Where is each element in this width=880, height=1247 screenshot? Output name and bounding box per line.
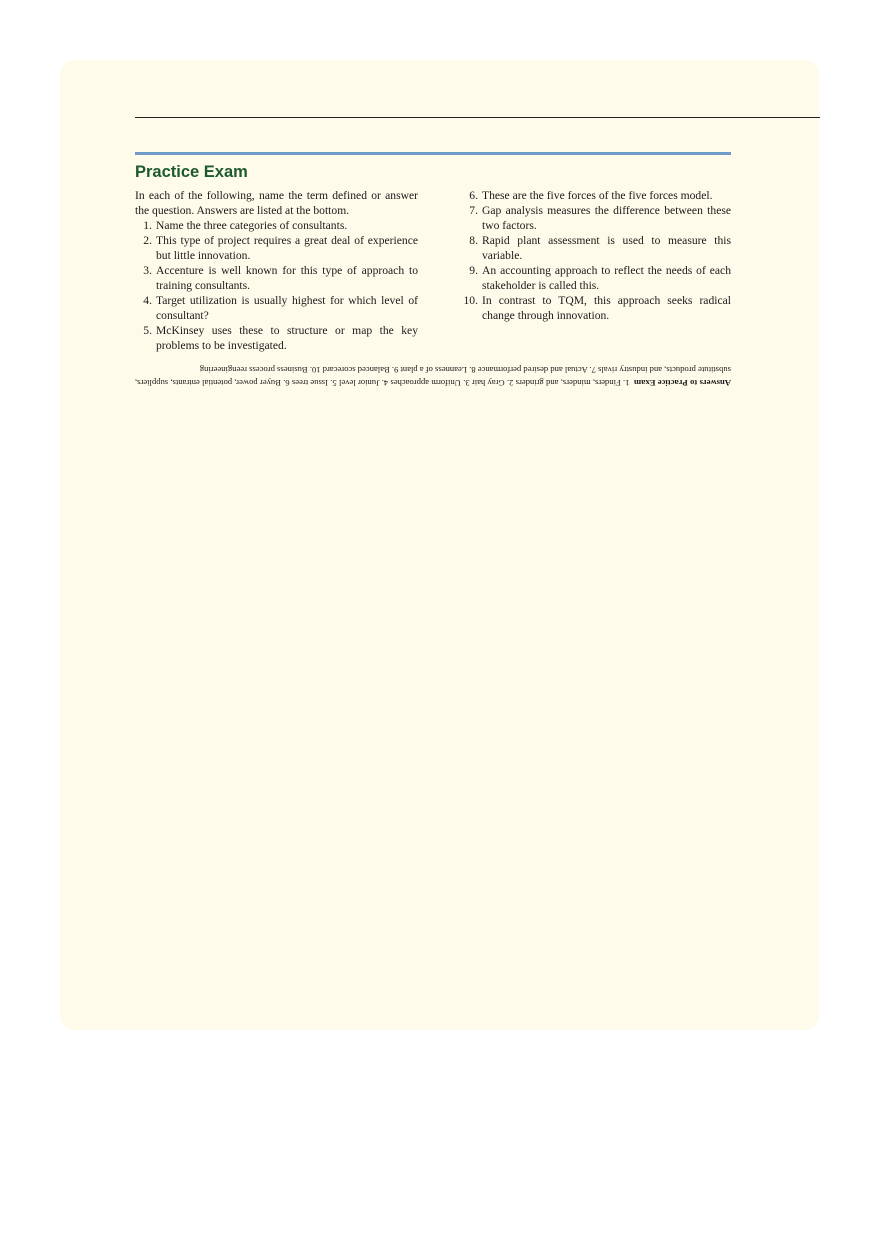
header-rule [135, 117, 820, 118]
question-text: This type of project requires a great deal of experience but little innovation. [156, 234, 418, 262]
question-number: 4. [143, 294, 152, 307]
right-column [448, 188, 731, 353]
question-text: Name the three categories of consultants. [156, 219, 348, 232]
answers-block-upside-down [135, 363, 731, 389]
question-text: McKinsey uses these to structure or map the key problems to be investigated. [156, 324, 418, 352]
answers-label: Answers to Practice Exam [634, 378, 731, 388]
question-number: 1. [143, 219, 152, 232]
question-item [448, 188, 731, 203]
section-rule [135, 152, 731, 155]
question-item [448, 293, 731, 323]
question-number: 9. [469, 264, 478, 277]
question-item [135, 293, 418, 323]
question-number: 2. [143, 234, 152, 247]
question-text: These are the five forces of the five forces model. [482, 189, 713, 202]
question-item [448, 203, 731, 233]
section-title: Practice Exam [135, 163, 248, 181]
question-text: Gap analysis measures the difference between these two factors. [482, 204, 731, 232]
question-text: Target utilization is usually highest for which level of consultant? [156, 294, 418, 322]
question-list-right [448, 188, 731, 323]
question-item [135, 263, 418, 293]
question-text: In contrast to TQM, this approach seeks radical change through innovation. [482, 294, 731, 322]
question-text: Accenture is well known for this type of approach to training consultants. [156, 264, 418, 292]
question-number: 6. [469, 189, 478, 202]
question-number: 10. [463, 294, 478, 307]
question-number: 3. [143, 264, 152, 277]
question-item [448, 233, 731, 263]
question-text: An accounting approach to reflect the needs of each stakeholder is called this. [482, 264, 731, 292]
question-text: Rapid plant assessment is used to measure this variable. [482, 234, 731, 262]
question-item [448, 263, 731, 293]
question-number: 5. [143, 324, 152, 337]
question-item [135, 323, 418, 353]
question-item [135, 218, 418, 233]
left-column [135, 188, 418, 353]
question-list-left [135, 218, 418, 353]
intro-text: In each of the following, name the term defined or answer the question. Answers are listed at the bottom. [135, 189, 418, 217]
practice-exam-section [135, 152, 731, 353]
question-columns [135, 188, 731, 353]
question-number: 8. [469, 234, 478, 247]
question-number: 7. [469, 204, 478, 217]
answers-text: 1. Finders, minders, and grinders 2. Gray hair 3. Uniform approaches 4. Junior level 5. Issue trees 6. Buyer power, potential entrants, suppliers, substitute products, and industry rivals 7. Actual and desired performance 8. Leanness of a plant 9. Balanced scorecard 10. Business process reengineering [134, 365, 731, 388]
question-item [135, 233, 418, 263]
